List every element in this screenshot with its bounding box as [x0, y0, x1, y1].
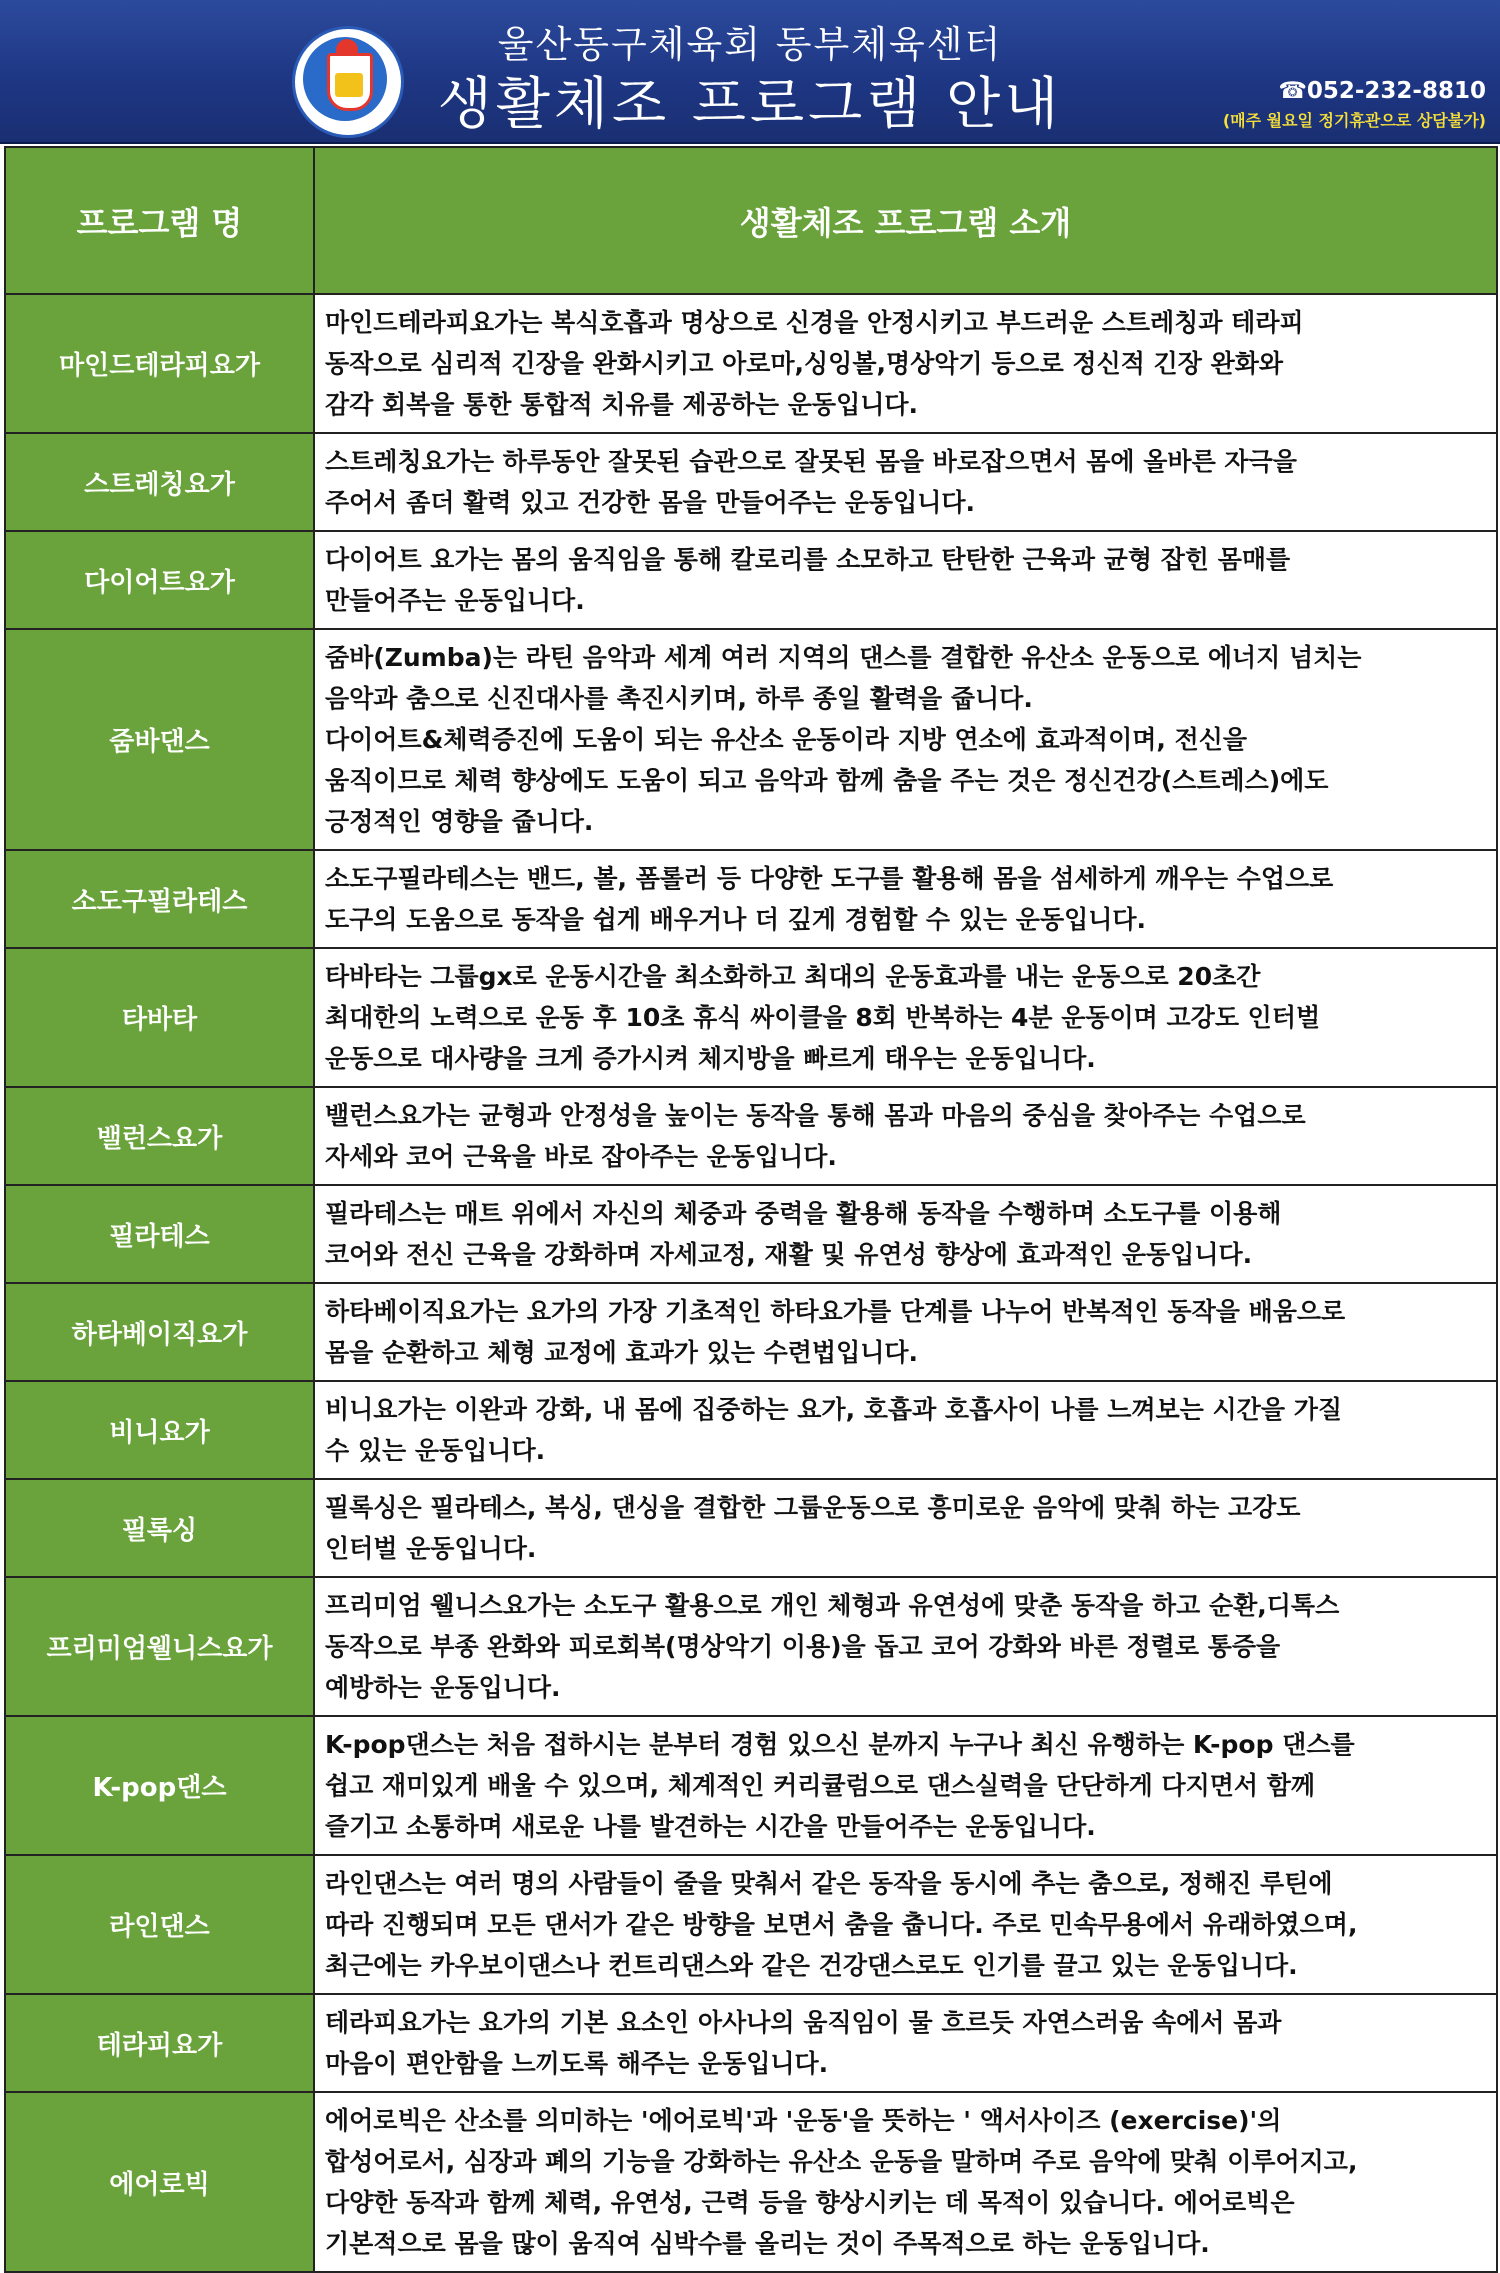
program-description: K-pop댄스는 처음 접하시는 분부터 경험 있으신 분까지 누구나 최신 유행하는 K-pop 댄스를 쉽고 재미있게 배울 수 있으며, 체계적인 커리큘럼으로 댄스실력을 단단하게 다지면서 함께 즐기고 소통하며 새로운 나를 발견하는 시간을 만들어주는 운동입니다.	[314, 1716, 1497, 1855]
program-description: 마인드테라피요가는 복식호흡과 명상으로 신경을 안정시키고 부드러운 스트레칭과 테라피 동작으로 심리적 긴장을 완화시키고 아로마,싱잉볼,명상악기 등으로 정신적 긴장 완화와 감각 회복을 통한 통합적 치유를 제공하는 운동입니다.	[314, 294, 1497, 433]
program-name: 프리미엄웰니스요가	[5, 1577, 314, 1716]
program-name: K-pop댄스	[5, 1716, 314, 1855]
program-description: 필록싱은 필라테스, 복싱, 댄싱을 결합한 그룹운동으로 흥미로운 음악에 맞춰 하는 고강도 인터벌 운동입니다.	[314, 1479, 1497, 1577]
page-header	[0, 0, 1500, 144]
program-name: 필록싱	[5, 1479, 314, 1577]
program-name: 소도구필라테스	[5, 850, 314, 948]
table-row	[5, 2092, 1497, 2272]
table-row	[5, 629, 1497, 850]
center-name: 울산동구체육회 동부체육센터	[497, 23, 1003, 66]
program-name: 마인드테라피요가	[5, 294, 314, 433]
program-description: 하타베이직요가는 요가의 가장 기초적인 하타요가를 단계를 나누어 반복적인 동작을 배움으로 몸을 순환하고 체형 교정에 효과가 있는 수련법입니다.	[314, 1283, 1497, 1381]
program-description: 타바타는 그룹gx로 운동시간을 최소화하고 최대의 운동효과를 내는 운동으로 20초간 최대한의 노력으로 운동 후 10초 휴식 싸이클을 8회 반복하는 4분 운동이며 고강도 인터벌 운동으로 대사량을 크게 증가시켜 체지방을 빠르게 태우는 운동입니다.	[314, 948, 1497, 1087]
header-program-name: 프로그램 명	[5, 147, 314, 294]
program-table	[4, 146, 1498, 2273]
table-row	[5, 531, 1497, 629]
program-name: 타바타	[5, 948, 314, 1087]
page-title: 생활체조 프로그램 안내	[437, 72, 1063, 137]
header-program-intro: 생활체조 프로그램 소개	[314, 147, 1497, 294]
program-name: 스트레칭요가	[5, 433, 314, 531]
table-row	[5, 1087, 1497, 1185]
program-description: 밸런스요가는 균형과 안정성을 높이는 동작을 통해 몸과 마음의 중심을 찾아주는 수업으로 자세와 코어 근육을 바로 잡아주는 운동입니다.	[314, 1087, 1497, 1185]
program-description: 비니요가는 이완과 강화, 내 몸에 집중하는 요가, 호흡과 호흡사이 나를 느껴보는 시간을 가질 수 있는 운동입니다.	[314, 1381, 1497, 1479]
program-description: 라인댄스는 여러 명의 사람들이 줄을 맞춰서 같은 동작을 동시에 추는 춤으로, 정해진 루틴에 따라 진행되며 모든 댄서가 같은 방향을 보면서 춤을 춥니다. 주로 민속무용에서 유래하였으며, 최근에는 카우보이댄스나 컨트리댄스와 같은 건강댄스로도 인기를 끌고 있는 운동입니다.	[314, 1855, 1497, 1994]
program-name: 다이어트요가	[5, 531, 314, 629]
program-description: 에어로빅은 산소를 의미하는 '에어로빅'과 '운동'을 뜻하는 ' 액서사이즈 (exercise)'의 합성어로서, 심장과 폐의 기능을 강화하는 유산소 운동을 말하며 주로 음악에 맞춰 이루어지고, 다양한 동작과 함께 체력, 유연성, 근력 등을 향상시키는 데 목적이 있습니다. 에어로빅은 기본적으로 몸을 많이 움직여 심박수를 올리는 것이 주목적으로 하는 운동입니다.	[314, 2092, 1497, 2272]
program-description: 소도구필라테스는 밴드, 볼, 폼롤러 등 다양한 도구를 활용해 몸을 섬세하게 깨우는 수업으로 도구의 도움으로 동작을 쉽게 배우거나 더 깊게 경험할 수 있는 운동입니다.	[314, 850, 1497, 948]
table-row	[5, 1855, 1497, 1994]
program-name: 줌바댄스	[5, 629, 314, 850]
program-description: 줌바(Zumba)는 라틴 음악과 세계 여러 지역의 댄스를 결합한 유산소 운동으로 에너지 넘치는 음악과 춤으로 신진대사를 촉진시키며, 하루 종일 활력을 줍니다. 다이어트&체력증진에 도움이 되는 유산소 운동이라 지방 연소에 효과적이며, 전신을 움직이므로 체력 향상에도 도움이 되고 음악과 함께 춤을 주는 것은 정신건강(스트레스)에도 긍정적인 영향을 줍니다.	[314, 629, 1497, 850]
table-row	[5, 1381, 1497, 1479]
program-name: 에어로빅	[5, 2092, 314, 2272]
phone-number: ☎052-232-8810	[1278, 78, 1486, 104]
table-row	[5, 948, 1497, 1087]
table-header-row	[5, 147, 1497, 294]
table-row	[5, 1994, 1497, 2092]
table-row	[5, 850, 1497, 948]
table-row	[5, 1185, 1497, 1283]
closure-note: (매주 월요일 정기휴관으로 상담불가)	[1222, 111, 1486, 130]
program-name: 필라테스	[5, 1185, 314, 1283]
program-name: 밸런스요가	[5, 1087, 314, 1185]
table-row	[5, 1716, 1497, 1855]
table-row	[5, 433, 1497, 531]
table-row	[5, 1479, 1497, 1577]
table-row	[5, 1577, 1497, 1716]
program-description: 테라피요가는 요가의 기본 요소인 아사나의 움직임이 물 흐르듯 자연스러움 속에서 몸과 마음이 편안함을 느끼도록 해주는 운동입니다.	[314, 1994, 1497, 2092]
program-name: 비니요가	[5, 1381, 314, 1479]
program-description: 프리미엄 웰니스요가는 소도구 활용으로 개인 체형과 유연성에 맞춘 동작을 하고 순환,디톡스 동작으로 부종 완화와 피로회복(명상악기 이용)을 돕고 코어 강화와 바른 정렬로 통증을 예방하는 운동입니다.	[314, 1577, 1497, 1716]
program-name: 하타베이직요가	[5, 1283, 314, 1381]
program-name: 테라피요가	[5, 1994, 314, 2092]
program-name: 라인댄스	[5, 1855, 314, 1994]
table-row	[5, 1283, 1497, 1381]
table-row	[5, 294, 1497, 433]
program-description: 다이어트 요가는 몸의 움직임을 통해 칼로리를 소모하고 탄탄한 근육과 균형 잡힌 몸매를 만들어주는 운동입니다.	[314, 531, 1497, 629]
program-description: 필라테스는 매트 위에서 자신의 체중과 중력을 활용해 동작을 수행하며 소도구를 이용해 코어와 전신 근육을 강화하며 자세교정, 재활 및 유연성 향상에 효과적인 운동입니다.	[314, 1185, 1497, 1283]
program-description: 스트레칭요가는 하루동안 잘못된 습관으로 잘못된 몸을 바로잡으면서 몸에 올바른 자극을 주어서 좀더 활력 있고 건강한 몸을 만들어주는 운동입니다.	[314, 433, 1497, 531]
